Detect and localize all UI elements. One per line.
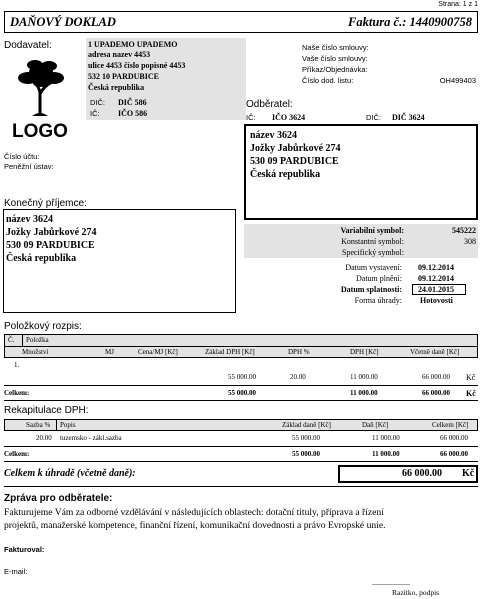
recap-sum-vat: 11 000.00	[372, 450, 400, 458]
grand-total-value: 66 000.00	[402, 468, 442, 479]
tax-date: 09.12.2014	[418, 274, 454, 283]
items-sum-currency: Kč	[466, 389, 476, 398]
item-row-vat-pct: 20.00	[290, 373, 306, 381]
items-sum-base: 55 000.00	[228, 389, 256, 397]
supplier-name: 1 UPADEMO UPADEMO	[88, 40, 178, 49]
items-header-unit: MJ	[105, 348, 114, 356]
items-header-vline	[22, 334, 23, 346]
due-date: 24.01.2015	[418, 285, 454, 294]
items-sum-vat: 11 000.00	[350, 389, 378, 397]
order-label: Příkaz/Objednávka:	[302, 65, 368, 74]
email-label: E-mail:	[4, 567, 28, 576]
recap-row-rate: 20.00	[36, 434, 52, 442]
recap-header-total: Celkem [Kč]	[432, 421, 469, 429]
recap-row-vat: 11 000.00	[372, 434, 400, 442]
recipient-label: Konečný příjemce:	[4, 198, 87, 209]
item-row-total: 66 000.00	[422, 373, 450, 381]
customer-ic: IČO 3624	[272, 113, 306, 122]
supplier-address-line2: ulice 4453 číslo popisné 4453	[88, 61, 186, 70]
items-header-total: Včetně daně [Kč]	[410, 348, 460, 356]
items-header-no: Č.	[8, 336, 15, 344]
customer-dic-label: DIČ:	[366, 113, 381, 122]
grand-total-underline	[4, 486, 478, 487]
customer-city: 530 09 PARDUBICE	[250, 156, 339, 167]
delivery-note-number: OH499403	[439, 76, 476, 85]
recap-row-base: 55 000.00	[292, 434, 320, 442]
variable-symbol-label: Variabilní symbol:	[340, 226, 404, 235]
stamp-signature-label: Razítko, podpis	[392, 588, 440, 597]
supplier-dic-label: DIČ:	[90, 98, 105, 107]
recap-row-desc: tuzemsko - zákl.sazba	[60, 434, 122, 442]
items-header-price: Cena/MJ [Kč]	[138, 348, 178, 356]
recipient-city: 530 09 PARDUBICE	[6, 240, 95, 251]
constant-symbol: 308	[464, 237, 476, 246]
customer-dic: DIČ 3624	[392, 113, 425, 122]
message-line2: projektů, manažerské kompetence, finanční řízení, komunikační dovednosti a právo Evropské unie.	[4, 520, 386, 531]
invoice-number: Faktura č.: 1440900758	[348, 15, 472, 29]
message-title: Zpráva pro odběratele:	[4, 493, 113, 504]
payment-form-label: Forma úhrady:	[354, 296, 402, 305]
supplier-address-line3: 532 10 PARDUBICE	[88, 72, 159, 81]
items-header-vat: DPH [Kč]	[350, 348, 379, 356]
page-number: Strana: 1 z 1	[438, 1, 478, 8]
customer-name: název 3624	[250, 130, 297, 141]
tax-date-label: Datum plnění:	[356, 274, 402, 283]
account-number-label: Číslo účtu:	[4, 152, 40, 161]
customer-country: Česká republika	[250, 169, 321, 180]
recap-sum-label: Celkem:	[4, 450, 30, 458]
items-sum-line	[4, 385, 478, 386]
issue-date: 09.12.2014	[418, 263, 454, 272]
recap-row-total: 66 000.00	[440, 434, 468, 442]
your-contract-label: Vaše číslo smlouvy:	[302, 54, 368, 63]
recap-title: Rekapitulace DPH:	[4, 405, 89, 416]
recipient-country: Česká republika	[6, 253, 77, 264]
items-title: Položkový rozpis:	[4, 321, 82, 332]
customer-ic-label: IČ:	[246, 113, 256, 122]
item-row-number: 1.	[14, 361, 20, 369]
recap-header-desc: Popis	[60, 421, 76, 429]
due-date-label: Datum splatnosti:	[340, 285, 402, 294]
items-sum-total: 66 000.00	[422, 389, 450, 397]
issue-date-label: Datum vystavení:	[345, 263, 402, 272]
items-header-qty: Množství	[22, 348, 49, 356]
issuer-label: Fakturoval:	[4, 545, 45, 554]
customer-street: Jožky Jabůrkové 274	[250, 143, 341, 154]
message-line1: Fakturujeme Vám za odborné vzdělávání v následujících oblastech: dotační tituly, příprava a řízení	[4, 507, 384, 518]
grand-total-label: Celkem k úhradě (včetně daně):	[4, 468, 136, 479]
items-sum-label: Celkem:	[4, 389, 30, 397]
customer-label: Odběratel:	[246, 99, 293, 110]
recap-header-vline	[56, 419, 57, 431]
recap-sum-base: 55 000.00	[292, 450, 320, 458]
delivery-note-label: Číslo dod. listu:	[302, 76, 354, 85]
supplier-address-line1: adresa nazev 4453	[88, 50, 151, 59]
recap-header-base: Základ daně [Kč]	[282, 421, 331, 429]
signature-dots: ...................	[372, 578, 410, 587]
constant-symbol-label: Konstantní symbol:	[341, 237, 404, 246]
items-header-vat-pct: DPH %	[288, 348, 310, 356]
item-row-base: 55 000.00	[228, 373, 256, 381]
recap-header-vat: Daň [Kč]	[362, 421, 389, 429]
specific-symbol-label: Specifický symbol:	[342, 248, 404, 257]
recap-sum-line	[4, 446, 478, 447]
document-title: DAŇOVÝ DOKLAD	[10, 15, 116, 29]
items-header-divider	[4, 346, 478, 347]
supplier-ic: IČO 586	[118, 109, 148, 118]
grand-total-currency: Kč	[462, 468, 475, 479]
items-bottom-line	[4, 400, 478, 401]
supplier-country: Česká republika	[88, 83, 145, 92]
tree-logo-icon	[18, 56, 64, 116]
recipient-name: název 3624	[6, 214, 53, 225]
our-contract-label: Naše číslo smlouvy:	[302, 43, 369, 52]
payment-form: Hotovosti	[420, 296, 453, 305]
bank-label: Peněžní ústav:	[4, 162, 54, 171]
items-header-item: Položka	[26, 336, 49, 344]
recap-bottom-line	[4, 461, 478, 462]
item-row-vat: 11 000.00	[350, 373, 378, 381]
logo-text: LOGO	[12, 121, 68, 142]
supplier-ic-label: IČ:	[90, 109, 100, 118]
recap-sum-total: 66 000.00	[440, 450, 468, 458]
supplier-dic: DIČ 586	[118, 98, 147, 107]
recipient-street: Jožky Jabůrkové 274	[6, 227, 97, 238]
items-header-base: Základ DPH [Kč]	[205, 348, 255, 356]
supplier-label: Dodavatel:	[4, 40, 52, 51]
recap-header-rate: Sazba %	[26, 421, 51, 429]
variable-symbol: 545222	[452, 226, 476, 235]
item-row-currency: Kč	[466, 373, 476, 382]
